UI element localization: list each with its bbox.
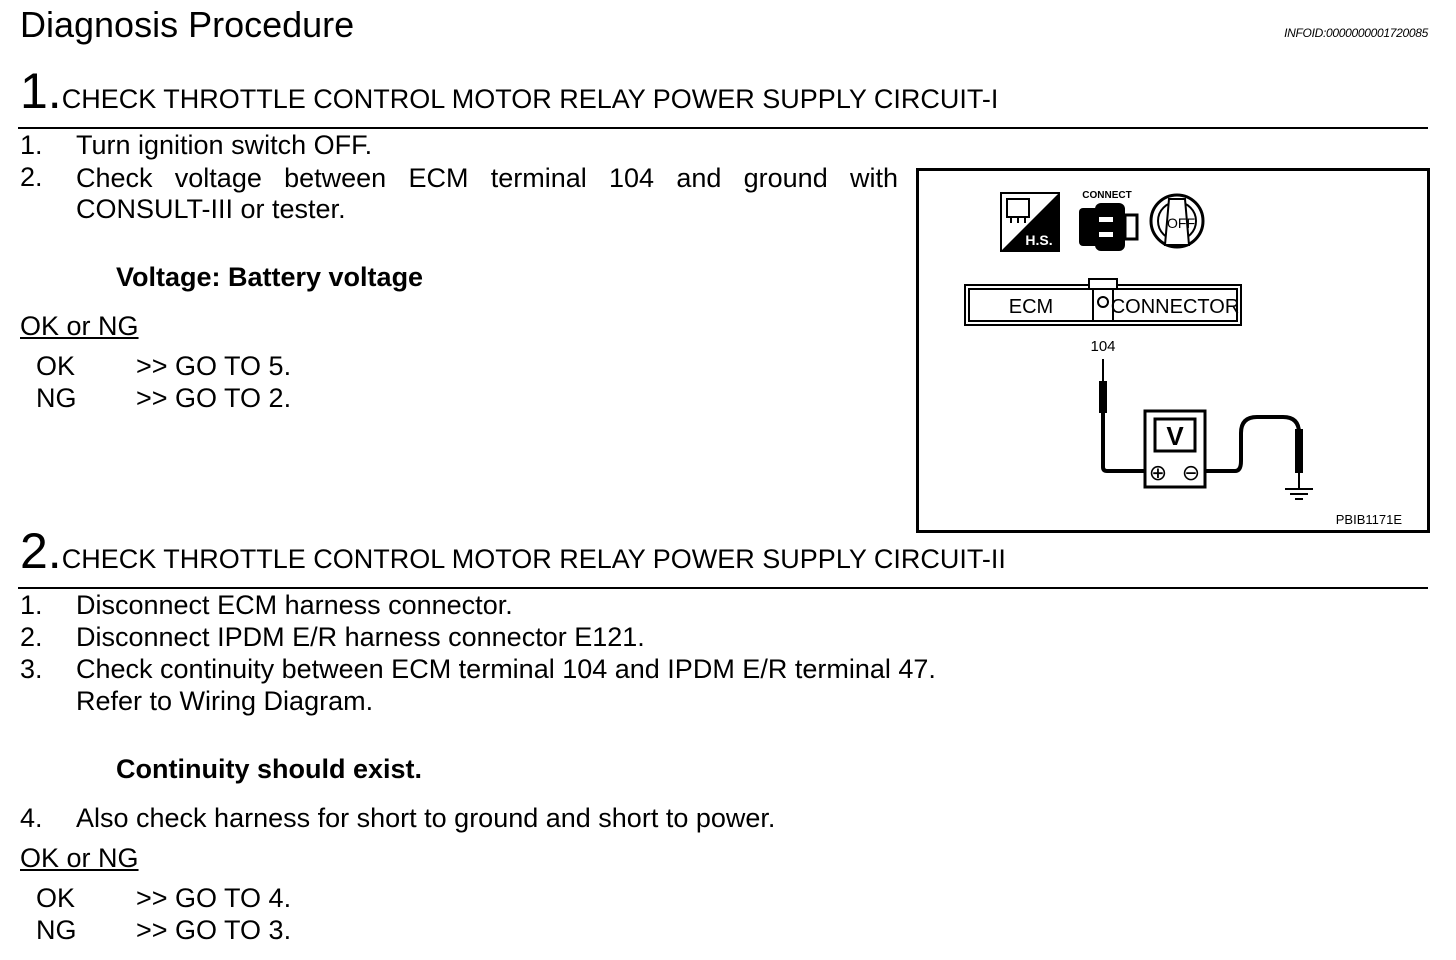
terminal-label: 104 [1090, 338, 1116, 355]
meter-plus: ⊕ [1148, 461, 1168, 486]
off-label: OFF [1167, 215, 1195, 231]
ground-icon [1285, 489, 1313, 499]
page-title: Diagnosis Procedure [20, 4, 355, 45]
ecm-connector [965, 279, 1241, 325]
step-1-number: 1. [20, 63, 62, 119]
step-1-heading [20, 62, 998, 120]
meter-minus: ⊖ [1181, 461, 1201, 486]
info-id: INFOID:0000000001720085 [1284, 26, 1428, 40]
step-1-ok-ng-label: OK or NG [20, 311, 139, 341]
step-2-spec: Continuity should exist. [116, 754, 423, 784]
step-1-title: CHECK THROTTLE CONTROL MOTOR RELAY POWER SUPPLY CIRCUIT-I [61, 84, 999, 114]
harness-service-icon [1001, 193, 1059, 251]
hs-label: H.S. [1025, 232, 1053, 248]
step-2-divider [18, 587, 1428, 589]
step-1-spec: Voltage: Battery voltage [116, 262, 424, 292]
circuit-figure [916, 168, 1430, 533]
ecm-label: ECM [1008, 296, 1054, 318]
step-1-divider [18, 127, 1428, 129]
connect-icon [1079, 190, 1137, 251]
step-2-ok-ng-label: OK or NG [20, 843, 139, 873]
voltmeter-circuit [1099, 359, 1303, 489]
connector-label: CONNECTOR [1110, 296, 1240, 318]
step-2-heading [20, 522, 1006, 580]
meter-label: V [1166, 421, 1184, 451]
figure-id: PBIB1171E [1335, 512, 1402, 527]
step-1-item-2-text: Check voltage between ECM terminal 104 and ground with [76, 163, 898, 193]
connect-label: CONNECT [1082, 190, 1132, 201]
step-2-number: 2. [20, 523, 62, 579]
step-2-title: CHECK THROTTLE CONTROL MOTOR RELAY POWER SUPPLY CIRCUIT-II [61, 544, 1006, 574]
ignition-key-off-icon [1151, 195, 1203, 247]
